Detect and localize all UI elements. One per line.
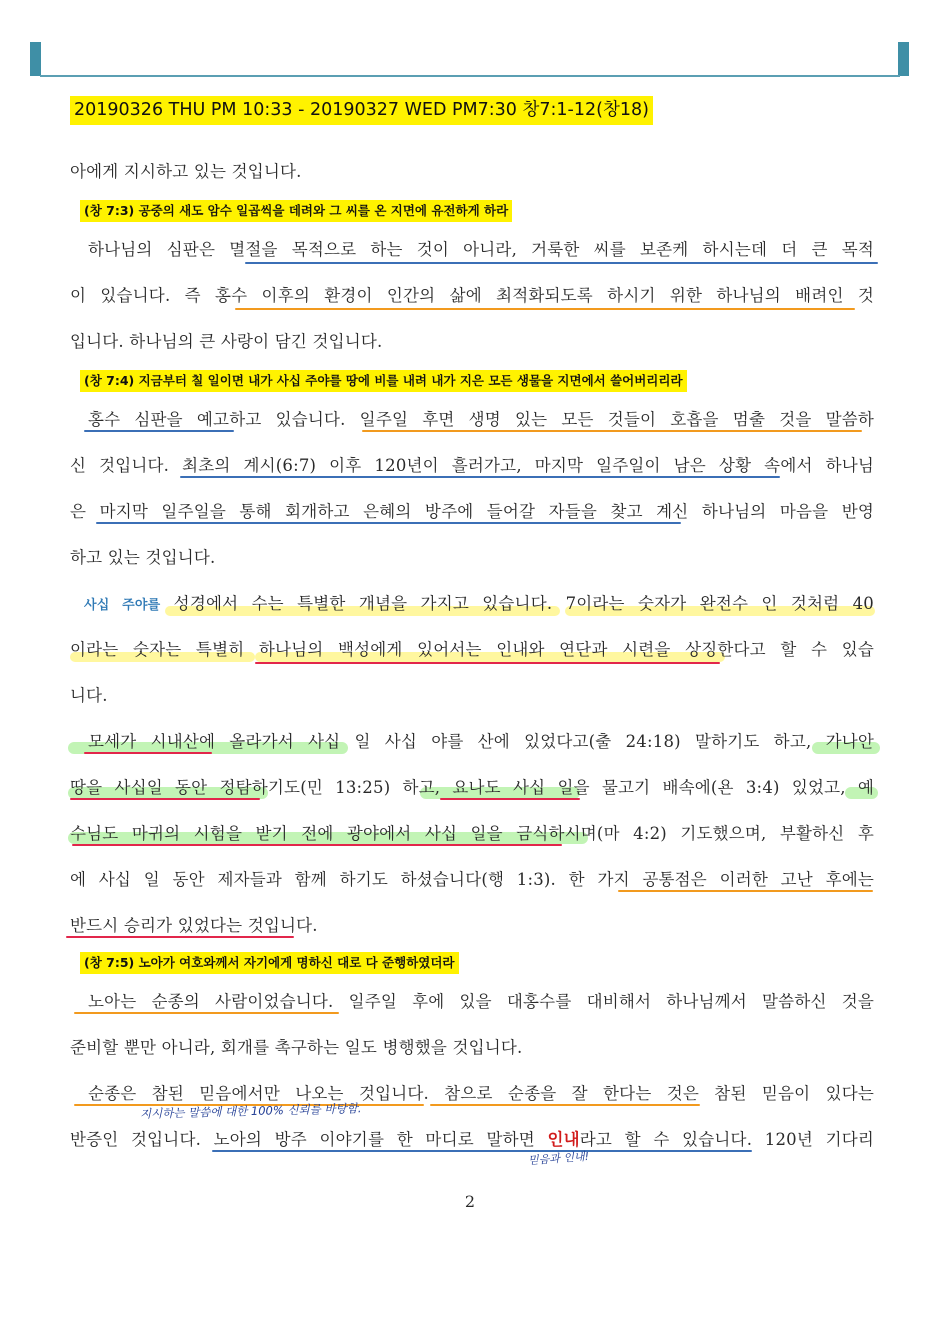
emphasized-word-patience: 인내 bbox=[547, 1130, 580, 1149]
red-underline bbox=[255, 662, 720, 664]
text-line: 니다. bbox=[70, 686, 108, 705]
top-rule-line bbox=[40, 75, 900, 77]
orange-underline bbox=[618, 890, 873, 892]
text-line bbox=[84, 592, 874, 618]
red-underline bbox=[84, 752, 212, 754]
text-line: 순종은 참된 믿음에서만 나오는 것입니다. 참으로 순종을 잘 한다는 것은 참된 믿음이 있다는 bbox=[88, 1084, 874, 1103]
blue-underline bbox=[212, 1150, 752, 1152]
orange-underline bbox=[235, 308, 855, 310]
text-line: 반드시 승리가 있었다는 것입니다. bbox=[70, 916, 318, 935]
text-line: 준비할 뿐만 아니라, 회개를 촉구하는 일도 병행했을 것입니다. bbox=[70, 1038, 523, 1057]
text-line: 입니다. 하나님의 큰 사랑이 담긴 것입니다. bbox=[70, 332, 383, 351]
bible-verse-7-4: (창 7:4) 지금부터 칠 일이면 내가 사십 주야를 땅에 비를 내려 내가 지은 모든 생물을 지면에서 쓸어버리리라 bbox=[80, 370, 687, 392]
blue-underline bbox=[96, 522, 681, 524]
left-binder-tab bbox=[30, 42, 41, 76]
text-line: 노아는 순종의 사람이었습니다. 일주일 후에 있을 대홍수를 대비해서 하나님께서 말씀하신 것을 bbox=[88, 992, 874, 1011]
red-underline bbox=[440, 798, 580, 800]
text-segment: 라고 할 수 있습니다. 120년 기다리 bbox=[579, 1130, 874, 1149]
text-line: 아에게 지시하고 있는 것입니다. bbox=[70, 162, 302, 181]
text-segment: 성경에서 수는 특별한 개념을 가지고 있습니다. 7이라는 숫자가 완전수 인 것처럼 40 bbox=[160, 594, 874, 613]
text-line: 이라는 숫자는 특별히 하나님의 백성에게 있어서는 인내와 연단과 시련을 상징한다고 할 수 있습 bbox=[70, 640, 874, 659]
text-line: 모세가 시내산에 올라가서 사십 일 사십 야를 산에 있었다고(출 24:18) 말하기도 하고, 가나안 bbox=[88, 732, 874, 751]
text-line: 하나님의 심판은 멸절을 목적으로 하는 것이 아니라, 거룩한 씨를 보존케 하시는데 더 큰 목적 bbox=[88, 240, 874, 259]
text-segment: 반증인 것입니다. 노아의 방주 이야기를 한 마디로 말하면 bbox=[70, 1130, 548, 1149]
text-line: 이 있습니다. 즉 홍수 이후의 환경이 인간의 삶에 최적화되도록 하시기 위한 하나님의 배려인 것 bbox=[70, 286, 874, 305]
text-line: 수님도 마귀의 시험을 받기 전에 광야에서 사십 일을 금식하시며(마 4:2) 기도했으며, 부활하신 후 bbox=[70, 824, 874, 843]
red-underline bbox=[70, 798, 260, 800]
blue-underline bbox=[180, 476, 780, 478]
blue-underline bbox=[84, 430, 234, 432]
text-line: 은 마지막 일주일을 통해 회개하고 은혜의 방주에 들어갈 자들을 찾고 계신 하나님의 마음을 반영 bbox=[70, 502, 874, 521]
page-header-date-range: 20190326 THU PM 10:33 - 20190327 WED PM7:30 창7:1-12(창18) bbox=[70, 96, 653, 125]
text-line: 에 사십 일 동안 제자들과 함께 하기도 하셨습니다(행 1:3). 한 가지 공통점은 이러한 고난 후에는 bbox=[70, 870, 874, 889]
bible-verse-7-5: (창 7:5) 노아가 여호와께서 자기에게 명하신 대로 다 준행하였더라 bbox=[80, 952, 459, 974]
bible-verse-7-3: (창 7:3) 공중의 새도 암수 일곱씩을 데려와 그 씨를 온 지면에 유전하게 하라 bbox=[80, 200, 512, 222]
handwritten-note-trust: 지시하는 말씀에 대한 100% 신뢰를 바탕함. bbox=[139, 1101, 362, 1121]
right-binder-tab bbox=[898, 42, 909, 76]
page-number: 2 bbox=[464, 1192, 476, 1211]
text-line bbox=[70, 1128, 874, 1152]
blue-underline bbox=[638, 262, 878, 264]
blue-underline bbox=[245, 262, 640, 264]
red-underline bbox=[66, 936, 294, 938]
orange-underline bbox=[362, 430, 862, 432]
red-underline bbox=[72, 844, 562, 846]
text-line: 홍수 심판을 예고하고 있습니다. 일주일 후면 생명 있는 모든 것들이 호흡을 멈출 것을 말씀하 bbox=[88, 410, 874, 429]
text-line: 신 것입니다. 최초의 계시(6:7) 이후 120년이 흘러가고, 마지막 일주일이 남은 상황 속에서 하나님 bbox=[70, 456, 874, 475]
orange-underline bbox=[74, 1012, 339, 1014]
lead-term-forty-days: 사십 주야를 bbox=[84, 598, 161, 613]
text-line: 하고 있는 것입니다. bbox=[70, 548, 216, 567]
handwritten-note-faith-patience: 믿음과 인내! bbox=[527, 1149, 590, 1168]
orange-underline bbox=[430, 1104, 700, 1106]
text-line: 땅을 사십일 동안 정탐하기도(민 13:25) 하고, 요나도 사십 일을 물고기 배속에(욘 3:4) 있었고, 예 bbox=[70, 778, 874, 797]
